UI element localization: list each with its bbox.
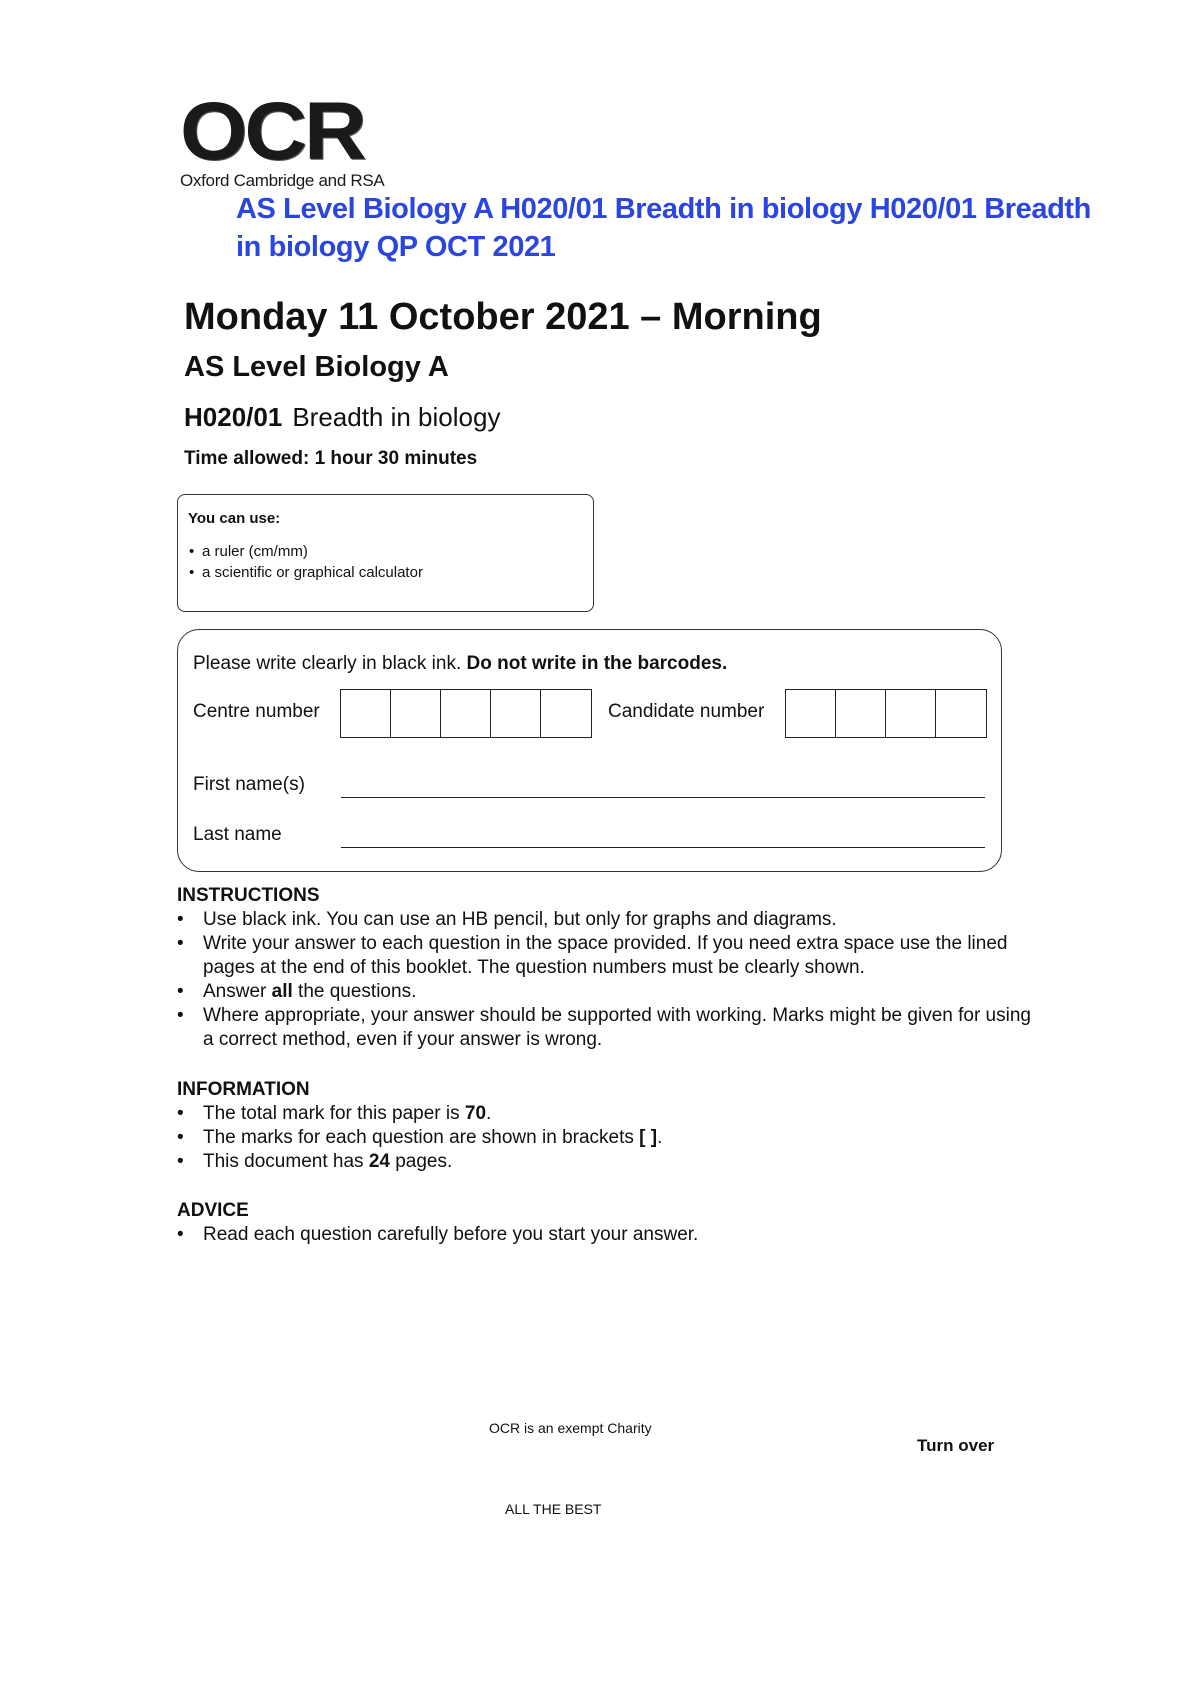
information-heading: INFORMATION	[177, 1079, 310, 1100]
turn-over-label: Turn over	[917, 1436, 995, 1455]
last-name-label: Last name	[193, 824, 282, 845]
equipment-item: • a scientific or graphical calculator	[188, 562, 583, 583]
exam-code-line	[184, 401, 500, 433]
first-name-label: First name(s)	[193, 774, 305, 795]
candidate-number-digit-4[interactable]	[936, 690, 986, 737]
exam-date-session: Monday 11 October 2021 – Morning	[184, 296, 822, 338]
advice-item: • Read each question carefully before you start your answer.	[177, 1223, 1037, 1247]
centre-number-digit-3[interactable]	[441, 690, 491, 737]
candidate-number-digit-2[interactable]	[836, 690, 886, 737]
exam-paper-name: Breadth in biology	[292, 402, 501, 432]
ink-instruction	[193, 652, 727, 676]
advice-list	[177, 1223, 1037, 1247]
exam-subject: AS Level Biology A	[184, 351, 449, 383]
centre-number-digit-5[interactable]	[541, 690, 591, 737]
last-name-field[interactable]	[341, 822, 985, 848]
charity-notice: OCR is an exempt Charity	[489, 1420, 652, 1436]
candidate-number-label: Candidate number	[608, 701, 765, 722]
first-name-field[interactable]	[341, 772, 985, 798]
information-item: • The marks for each question are shown in brackets [ ].	[177, 1126, 1037, 1150]
instruction-item: • Where appropriate, your answer should be supported with working. Marks might be given for using a correct method, even if your answer is wrong.	[177, 1004, 1037, 1052]
ink-instruction-text: Please write clearly in black ink.	[193, 653, 467, 674]
instructions-heading: INSTRUCTIONS	[177, 885, 320, 906]
equipment-list	[188, 541, 583, 583]
instruction-item: • Write your answer to each question in the space provided. If you need extra space use the lined pages at the end of this booklet. The question numbers must be clearly shown.	[177, 932, 1037, 980]
information-list	[177, 1102, 1037, 1174]
centre-number-label: Centre number	[193, 701, 320, 722]
instructions-list	[177, 908, 1037, 1052]
candidate-details-box	[177, 629, 1002, 872]
centre-number-digit-2[interactable]	[391, 690, 441, 737]
ocr-logo-mark: OCR	[180, 86, 364, 177]
instruction-item: • Use black ink. You can use an HB pencil, but only for graphs and diagrams.	[177, 908, 1037, 932]
information-item: • The total mark for this paper is 70.	[177, 1102, 1037, 1126]
barcode-warning: Do not write in the barcodes.	[466, 653, 728, 674]
centre-number-digit-4[interactable]	[491, 690, 541, 737]
instruction-item: • Answer all the questions.	[177, 980, 1037, 1004]
equipment-item: • a ruler (cm/mm)	[188, 541, 583, 562]
equipment-box	[177, 494, 594, 612]
document-title: AS Level Biology A H020/01 Breadth in biology H020/01 Breadth in biology QP OCT 2021	[236, 193, 1091, 263]
advice-heading: ADVICE	[177, 1200, 249, 1221]
centre-number-digit-1[interactable]	[341, 690, 391, 737]
time-allowed: Time allowed: 1 hour 30 minutes	[184, 448, 478, 469]
candidate-number-digit-3[interactable]	[886, 690, 936, 737]
information-item: • This document has 24 pages.	[177, 1150, 1037, 1174]
centre-number-grid	[340, 689, 592, 738]
exam-code: H020/01	[184, 402, 283, 432]
ocr-logo	[180, 86, 420, 191]
candidate-number-digit-1[interactable]	[786, 690, 836, 737]
candidate-number-grid	[785, 689, 987, 738]
equipment-heading: You can use:	[188, 510, 281, 527]
ocr-logo-subtitle: Oxford Cambridge and RSA	[180, 171, 385, 190]
sign-off: ALL THE BEST	[505, 1501, 602, 1517]
